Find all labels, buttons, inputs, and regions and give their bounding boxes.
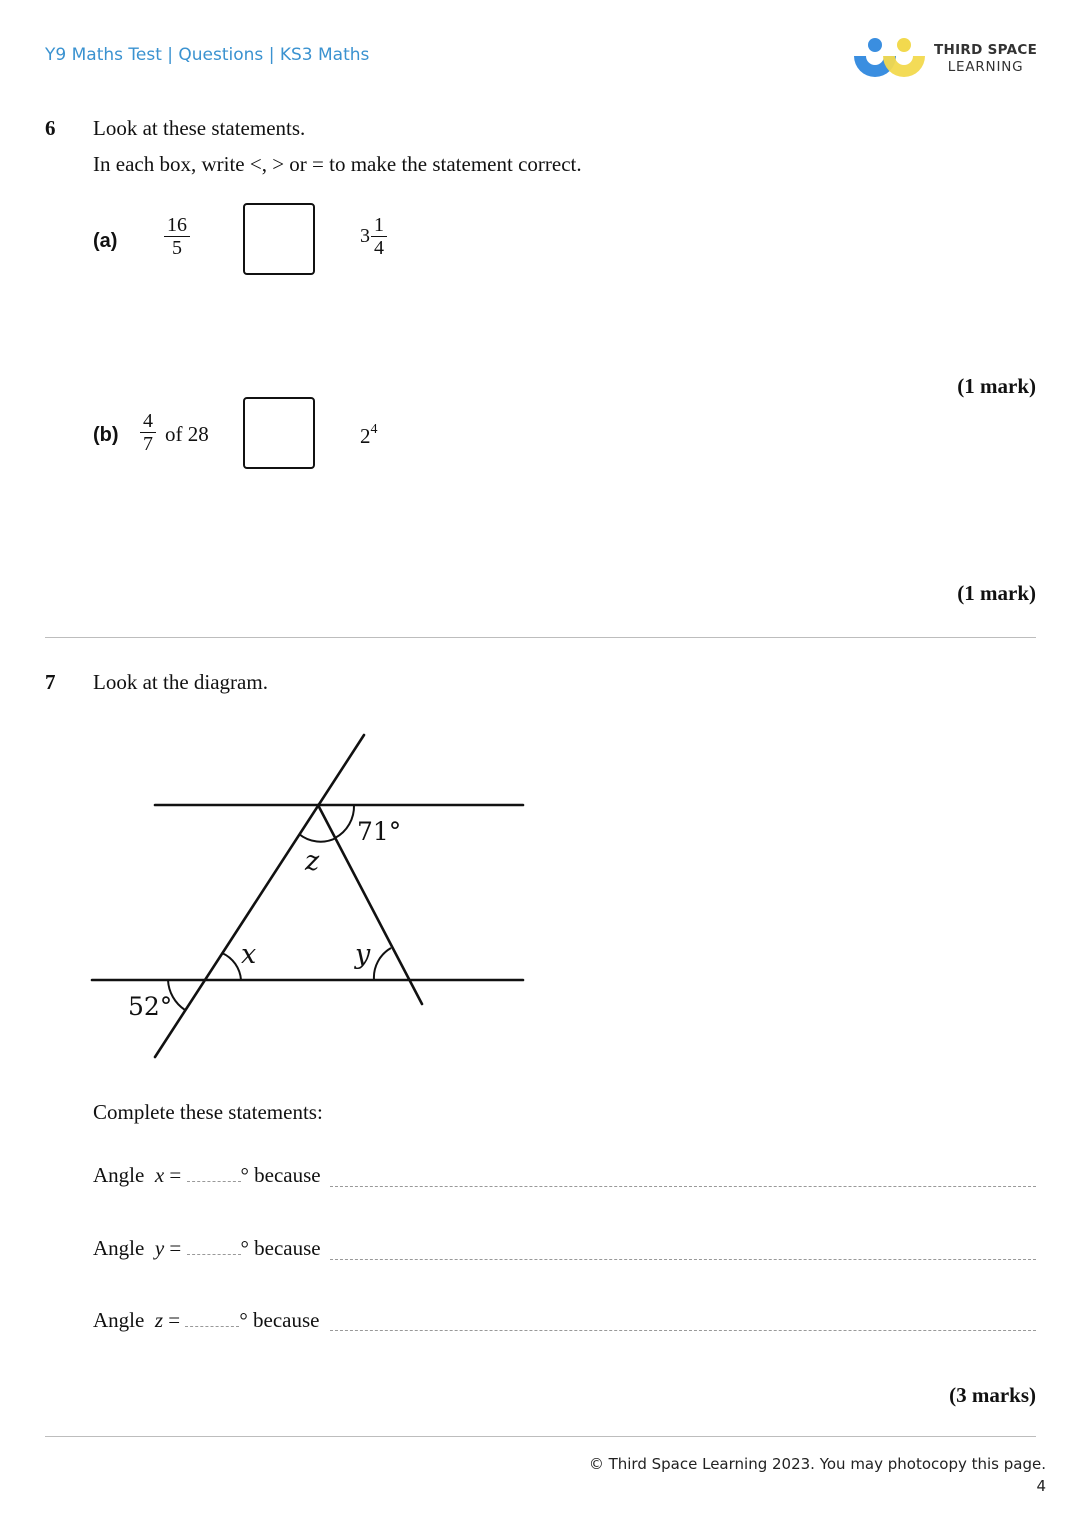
arc-71 [335,805,354,838]
reason-y-line[interactable] [330,1259,1036,1260]
angle-z-answer-field[interactable] [185,1308,239,1327]
question-7-intro: Look at the diagram. [93,670,268,694]
reason-z-line[interactable] [330,1330,1036,1331]
angle-y-answer-field[interactable] [187,1236,241,1255]
degree-symbol: ° [240,1163,249,1187]
question-7-number: 7 [45,670,56,694]
angle-y-label: y [355,939,371,970]
reason-x-line[interactable] [330,1186,1036,1187]
arc-y [374,948,391,980]
statement-eq: = [168,1308,181,1332]
logo-line-2: LEARNING [947,59,1024,75]
statement-x [93,1163,321,1188]
page-number: 4 [1036,1477,1046,1495]
degree-symbol: ° [240,1236,249,1260]
marks-a: (1 mark) [957,374,1036,398]
question-6-number: 6 [45,116,56,140]
statement-var: z [154,1308,164,1332]
statement-z [93,1308,319,1333]
angle-71-label: 71° [357,817,402,846]
question-6-intro: Look at these statements. [93,116,306,140]
statement-prefix: Angle [93,1163,145,1187]
power-exponent: 4 [370,422,378,437]
logo-line-1: THIRD SPACE [934,42,1038,58]
part-a-label: (a) [93,230,118,252]
footer-copyright: © Third Space Learning 2023. You may photocopy this page. [588,1455,1046,1473]
angle-x-answer-field[interactable] [187,1163,241,1182]
question-6-instruction: In each box, write <, > or = to make the statement correct. [93,152,582,176]
part-b-label: (b) [93,424,119,446]
statement-eq: = [169,1236,182,1260]
angle-z-label: z [305,846,320,877]
complete-statements-text: Complete these statements: [93,1100,323,1124]
fraction-numerator: 4 [140,410,156,433]
statement-var: x [154,1163,165,1187]
because-text: because [253,1308,320,1332]
arc-z [299,834,336,842]
fraction-numerator: 1 [371,214,387,237]
fraction-denominator: 4 [374,237,384,259]
marks-q7: (3 marks) [949,1383,1036,1407]
statement-eq: = [169,1163,182,1187]
statement-prefix: Angle [93,1308,145,1332]
transversal-left [155,735,364,1057]
arc-x [222,953,241,980]
fraction-numerator: 16 [164,214,190,237]
marks-b: (1 mark) [957,581,1036,605]
divider-2 [45,1436,1036,1437]
of-28-text: of 28 [165,422,209,446]
header-title: Y9 Maths Test | Questions | KS3 Maths [45,45,370,65]
because-text: because [254,1163,321,1187]
statement-prefix: Angle [93,1236,145,1260]
because-text: because [254,1236,321,1260]
angle-52-label: 52° [128,992,173,1021]
degree-symbol: ° [239,1308,248,1332]
mixed-whole: 3 [360,225,370,247]
angle-x-label: x [241,939,257,970]
fraction-denominator: 5 [172,237,182,259]
fraction-denominator: 7 [143,433,153,455]
statement-y [93,1236,321,1261]
statement-var: y [154,1236,165,1260]
power-base: 2 [360,424,371,448]
